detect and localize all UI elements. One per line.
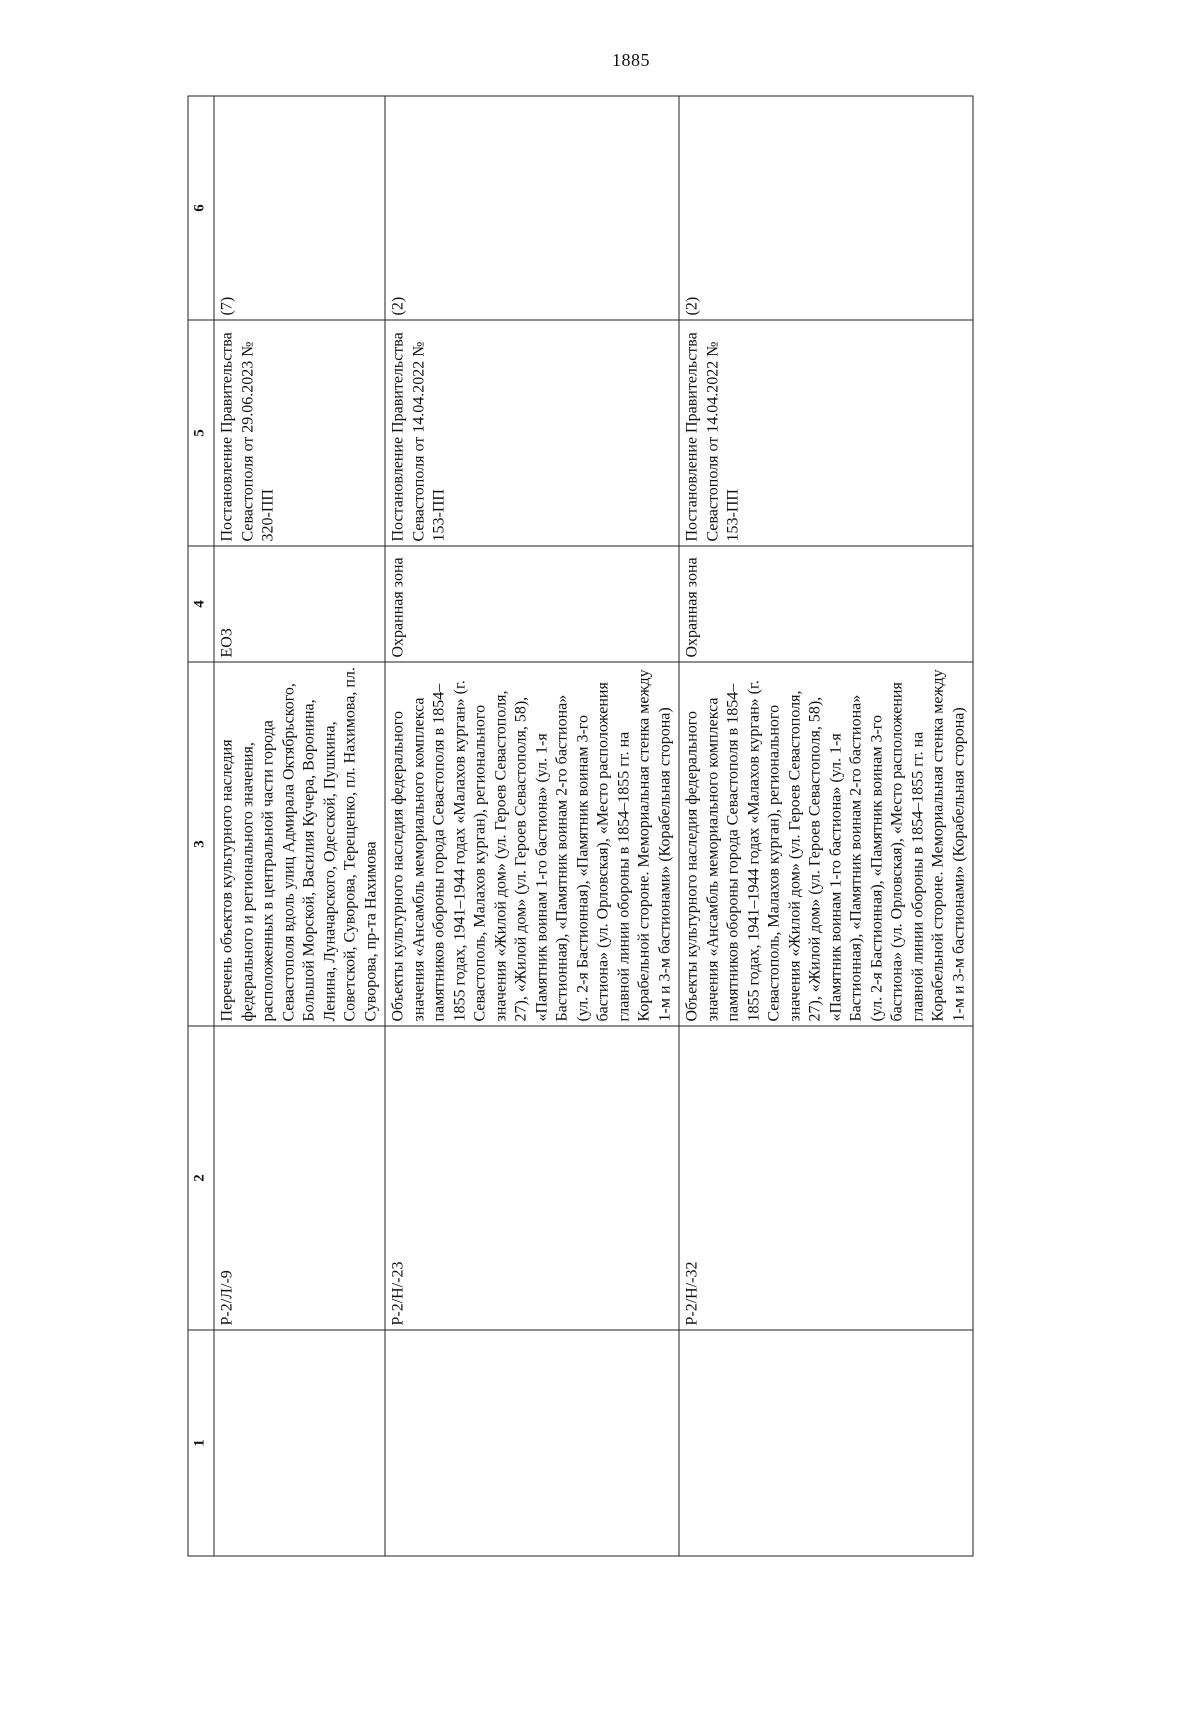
header-cell-6: 6 [188,96,214,320]
zones-table [187,95,973,1556]
table-row [385,96,679,1556]
row-number-cell [385,1330,679,1556]
document-cell: Постановление Правительства Севастополя от 14.04.2022 № 153-ПП [385,320,679,546]
header-cell-4: 4 [188,546,214,662]
zone-code-cell: Р-2/Л/-9 [214,1026,385,1330]
rotated-table-container [187,96,967,1556]
zone-type-cell: Охранная зона [679,546,973,662]
table-row [679,96,973,1556]
row-number-cell [214,1330,385,1556]
header-cell-5: 5 [188,320,214,546]
description-cell: Объекты культурного наследия федерального значения «Ансамбль мемориального комплекса памятников обороны города Севастополя в 1854–1855 годах, 1941–1944 годах «Малахов курган» (г. Севастополь, Малахов курган), регионального значения «Жилой дом» (ул. Героев Севастополя, 27), «Жилой дом» (ул. Героев Севастополя, 58), «Памятник воинам 1-го бастиона» (ул. 1-я Бастионная), «Памятник воинам 2-го бастиона» (ул. 2-я Бастионная), «Памятник воинам 3-го бастиона» (ул. Орловская), «Место расположения главной линии обороны в 1854–1855 гг. на Корабельной стороне. Мемориальная стенка между 1-м и 3-м бастионами» (Корабельная сторона) [679,662,973,1026]
document-cell: Постановление Правительства Севастополя от 29.06.2023 № 320-ПП [214,320,385,546]
note-cell: (2) [679,96,973,320]
row-number-cell [679,1330,973,1556]
table-row [214,96,385,1556]
header-cell-2: 2 [188,1026,214,1330]
note-cell: (7) [214,96,385,320]
header-cell-1: 1 [188,1330,214,1556]
page-number: 1885 [612,50,650,70]
description-cell: Перечень объектов культурного наследия федерального и регионального значения, расположенных в центральной части города Севастополя вдоль улиц Адмирала Октябрьского, Большой Морской, Василия Кучера, Воронина, Ленина, Луначарского, Одесской, Пушкина, Советской, Суворова, Терещенко, пл. Нахимова, пл. Суворова, пр-та Нахимова [214,662,385,1026]
description-cell: Объекты культурного наследия федерального значения «Ансамбль мемориального комплекса памятников обороны города Севастополя в 1854–1855 годах, 1941–1944 годах «Малахов курган» (г. Севастополь, Малахов курган), регионального значения «Жилой дом» (ул. Героев Севастополя, 27), «Жилой дом» (ул. Героев Севастополя, 58), «Памятник воинам 1-го бастиона» (ул. 1-я Бастионная), «Памятник воинам 2-го бастиона» (ул. 2-я Бастионная), «Памятник воинам 3-го бастиона» (ул. Орловская), «Место расположения главной линии обороны в 1854–1855 гг. на Корабельной стороне. Мемориальная стенка между 1-м и 3-м бастионами» (Корабельная сторона) [385,662,679,1026]
document-cell: Постановление Правительства Севастополя от 14.04.2022 № 153-ПП [679,320,973,546]
header-cell-3: 3 [188,662,214,1026]
zone-code-cell: Р-2/Н/-23 [385,1026,679,1330]
table-header-row [188,96,214,1556]
zone-type-cell: ЕОЗ [214,546,385,662]
zone-code-cell: Р-2/Н/-32 [679,1026,973,1330]
zone-type-cell: Охранная зона [385,546,679,662]
note-cell: (2) [385,96,679,320]
